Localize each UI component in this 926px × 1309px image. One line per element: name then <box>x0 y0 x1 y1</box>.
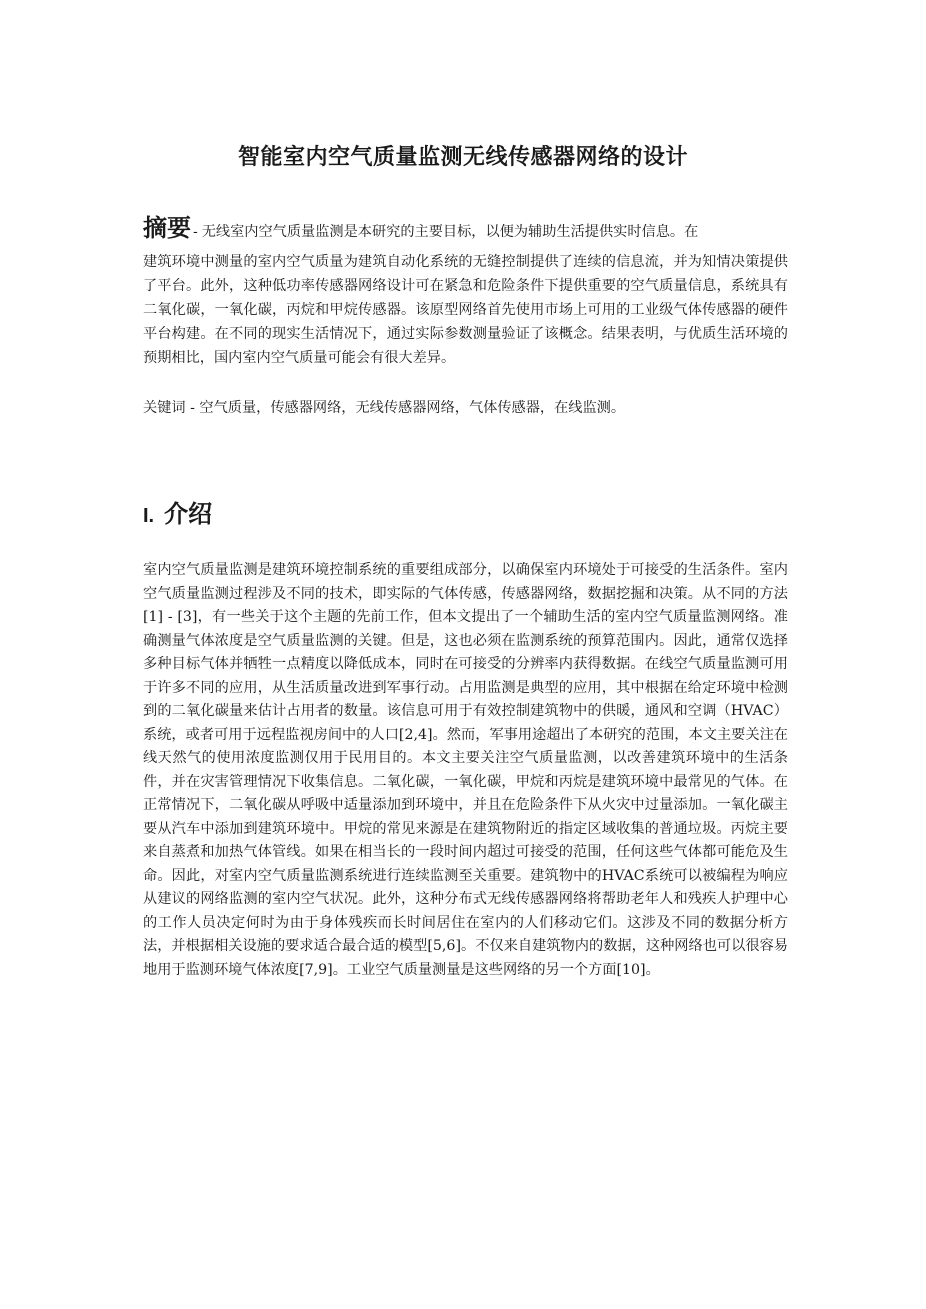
abstract-text: 建筑环境中测量的室内空气质量为建筑自动化系统的无缝控制提供了连续的信息流，并为知情决策提供了平台。此外，这种低功率传感器网络设计可在紧急和危险条件下提供重要的空气质量信息，系统具有二氧化碳，一氧化碳，丙烷和甲烷传感器。该原型网络首先使用市场上可用的工业级气体传感器的硬件平台构建。在不同的现实生活情况下，通过实际参数测量验证了该概念。结果表明，与优质生活环境的预期相比，国内室内空气质量可能会有很大差异。 <box>143 254 788 366</box>
section-title: 介绍 <box>164 500 213 528</box>
paper-title: 智能室内空气质量监测无线传感器网络的设计 <box>237 145 688 170</box>
keywords: 关键词 - 空气质量，传感器网络，无线传感器网络，气体传感器，在线监测。 <box>143 400 626 416</box>
abstract-first-line <box>143 206 788 250</box>
abstract-text-first-line: 无线室内空气质量监测是本研究的主要目标，以便为辅助生活提供实时信息。在 <box>201 224 699 240</box>
section-number: I. <box>143 505 155 527</box>
section-heading-introduction <box>143 496 212 534</box>
abstract-dash: - <box>193 224 198 240</box>
abstract-heading: 摘要 <box>143 214 191 242</box>
introduction-body: 室内空气质量监测是建筑环境控制系统的重要组成部分，以确保室内环境处于可接受的生活条件。室内空气质量监测过程涉及不同的技术，即实际的气体传感，传感器网络，数据挖掘和决策。从不同的方法[1] - [3]，有一些关于这个主题的先前工作，但本文提出了一个辅助生活的室内空气质量监测网络。准确测量气体浓度是空气质量监测的关键。但是，这也必须在监测系统的预算范围内。因此，通常仅选择多种目标气体并牺牲一点精度以降低成本，同时在可接受的分辨率内获得数据。在线空气质量监测可用于许多不同的应用，从生活质量改进到军事行动。占用监测是典型的应用，其中根据在给定环境中检测到的二氧化碳量来估计占用者的数量。该信息可用于有效控制建筑物中的供暖，通风和空调（HVAC）系统，或者可用于远程监视房间中的人口[2,4]。然而，军事用途超出了本研究的范围，本文主要关注在线天然气的使用浓度监测仅用于民用目的。本文主要关注空气质量监测，以改善建筑环境中的生活条件，并在灾害管理情况下收集信息。二氧化碳，一氧化碳，甲烷和丙烷是建筑环境中最常见的气体。在正常情况下，二氧化碳从呼吸中适量添加到环境中，并且在危险条件下从火灾中过量添加。一氧化碳主要从汽车中添加到建筑环境中。甲烷的常见来源是在建筑物附近的指定区域收集的普通垃圾。丙烷主要来自蒸煮和加热气体管线。如果在相当长的一段时间内超过可接受的范围，任何这些气体都可能危及生命。因此，对室内空气质量监测系统进行连续监测至关重要。建筑物中的HVAC系统可以被编程为响应从建议的网络监测的室内空气状况。此外，这种分布式无线传感器网络将帮助老年人和残疾人护理中心的工作人员决定何时为由于身体残疾而长时间居住在室内的人们移动它们。这涉及不同的数据分析方法，并根据相关设施的要求适合最合适的模型[5,6]。不仅来自建筑物内的数据，这种网络也可以很容易地用于监测环境气体浓度[7,9]。工业空气质量测量是这些网络的另一个方面[10]。 <box>143 562 788 978</box>
abstract <box>143 206 788 370</box>
